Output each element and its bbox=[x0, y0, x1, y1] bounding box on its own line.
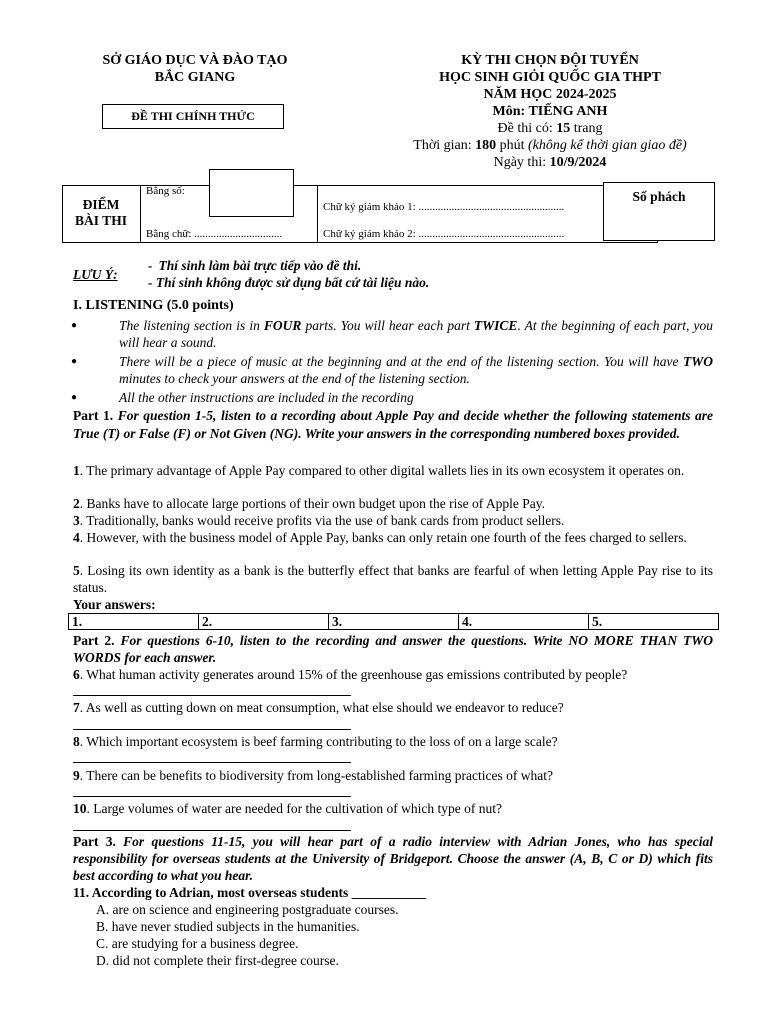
examiner1-signature[interactable]: Chữ ký giám khảo 1: ..................................................... bbox=[323, 201, 565, 213]
time-line bbox=[380, 137, 720, 154]
so-phach-label: Số phách bbox=[632, 189, 686, 204]
q8-answer-line[interactable] bbox=[73, 762, 351, 763]
bullet-icon: ● bbox=[71, 392, 78, 403]
note-item-1 bbox=[148, 258, 361, 274]
bullet-1-four: FOUR bbox=[263, 318, 302, 333]
school-year: NĂM HỌC 2024-2025 bbox=[483, 87, 617, 102]
listening-bullet-3 bbox=[71, 389, 713, 406]
date-line bbox=[380, 154, 720, 171]
date-value: 10/9/2024 bbox=[549, 155, 607, 170]
q9-text: . There can be benefits to biodiversity from long-established farming practices of what? bbox=[79, 768, 553, 783]
issuer-line1: SỞ GIÁO DỤC VÀ ĐÀO TẠO bbox=[102, 53, 288, 68]
part1-question-5 bbox=[73, 562, 713, 596]
score-table-divider-2 bbox=[317, 185, 318, 242]
q8-text: . Which important ecosystem is beef farming contributing to the loss of on a large scale? bbox=[79, 734, 558, 749]
part3-instruction-text: For questions 11-15, you will hear part of a radio interview with Adrian Jones, who has special responsibility for overseas students at the University of Bridgeport. Choose the answer (A, B, C or D) which fits best according to what you hear. bbox=[73, 834, 714, 883]
bullet-1-text-a: The listening section is in bbox=[119, 318, 264, 333]
q11-option-a[interactable]: A. are on science and engineering postgraduate courses. bbox=[96, 902, 399, 917]
q6-answer-line[interactable] bbox=[73, 695, 351, 696]
score-label-line1: ĐIỂM bbox=[82, 197, 120, 212]
part3-instruction bbox=[73, 833, 713, 884]
official-exam-box bbox=[102, 104, 284, 129]
q4-text: . However, with the business model of Apple Pay, banks can only retain one fourth of the fees charged to sellers. bbox=[79, 530, 687, 545]
part1-instruction-text: For question 1-5, listen to a recording about Apple Pay and decide whether the following statements are True (T) or False (F) or Not Given (NG). Write your answers in the corresponding numbered boxes provided. bbox=[73, 408, 713, 441]
so-phach-box bbox=[603, 182, 715, 241]
subject-label: Môn: bbox=[492, 104, 529, 119]
q11-option-c[interactable]: C. are studying for a business degree. bbox=[96, 936, 299, 951]
q3-number: 3 bbox=[73, 513, 80, 528]
part1-answer-table bbox=[68, 613, 719, 630]
score-table-divider-1 bbox=[140, 185, 141, 242]
answer-row bbox=[69, 614, 719, 630]
score-number-label: Bằng số: bbox=[146, 185, 185, 197]
issuer-block bbox=[70, 52, 320, 86]
q3-text: . Traditionally, banks would receive profits via the use of bank cards from product sellers. bbox=[79, 513, 565, 528]
answer-cell-1[interactable]: 1. bbox=[69, 614, 199, 630]
examiner2-signature[interactable]: Chữ ký giám khảo 2: ..................................................... bbox=[323, 228, 565, 240]
part1-question-4 bbox=[73, 529, 713, 546]
subject-line bbox=[380, 103, 720, 120]
bullet-3-text: All the other instructions are included in the recording bbox=[119, 390, 414, 405]
answer-cell-2[interactable]: 2. bbox=[199, 614, 329, 630]
subject-value: TIẾNG ANH bbox=[528, 104, 608, 119]
part2-question-7 bbox=[73, 699, 718, 716]
part3-label: Part 3 bbox=[73, 834, 113, 849]
part1-question-2 bbox=[73, 495, 713, 512]
date-label: Ngày thi: bbox=[493, 155, 550, 170]
q6-number: 6 bbox=[73, 667, 80, 682]
q4-number: 4 bbox=[73, 530, 80, 545]
part2-question-10 bbox=[73, 800, 718, 817]
listening-bullet-1 bbox=[71, 317, 713, 351]
q2-text: . Banks have to allocate large portions of their own budget upon the rise of Apple Pay. bbox=[79, 496, 546, 511]
part1-dot: . bbox=[109, 408, 118, 423]
bullet-icon: ● bbox=[71, 356, 78, 367]
pages-value: 15 bbox=[556, 121, 571, 136]
note-dash-1: - bbox=[148, 258, 153, 273]
q9-number: 9 bbox=[73, 768, 80, 783]
part1-question-3 bbox=[73, 512, 713, 529]
note-item-1-text: Thí sinh làm bài trực tiếp vào đề thi. bbox=[158, 258, 362, 273]
q1-text: . The primary advantage of Apple Pay compared to other digital wallets lies in its own ecosystem it operates on. bbox=[79, 463, 685, 478]
part3-dot: . bbox=[112, 834, 124, 849]
exam-title-line2: HỌC SINH GIỎI QUỐC GIA THPT bbox=[439, 70, 661, 85]
q1-number: 1 bbox=[73, 463, 80, 478]
q7-text: . As well as cutting down on meat consumption, what else should we endeavor to reduce? bbox=[79, 700, 564, 715]
bullet-2-text-a: There will be a piece of music at the beginning and at the end of the listening section. You will have bbox=[119, 354, 683, 369]
time-note: (không kể thời gian giao đề) bbox=[528, 138, 687, 153]
part1-instruction bbox=[73, 407, 713, 443]
q9-answer-line[interactable] bbox=[73, 796, 351, 797]
bullet-icon: ● bbox=[71, 320, 78, 331]
q11-stem: 11. According to Adrian, most overseas students ___________ bbox=[73, 885, 426, 900]
score-words-field[interactable]: Bằng chữ: ................................ bbox=[146, 228, 283, 240]
q7-number: 7 bbox=[73, 700, 80, 715]
part2-question-6 bbox=[73, 666, 718, 683]
score-label-line2: BÀI THI bbox=[75, 213, 127, 228]
part1-label: Part 1 bbox=[73, 408, 110, 423]
q5-text: . Losing its own identity as a bank is the butterfly effect that banks are fearful of when letting Apple Pay rise to its status. bbox=[73, 563, 713, 595]
score-label bbox=[62, 197, 140, 229]
q10-answer-line[interactable] bbox=[73, 830, 351, 831]
exam-title-line1: KỲ THI CHỌN ĐỘI TUYỂN bbox=[461, 53, 639, 68]
q2-number: 2 bbox=[73, 496, 80, 511]
official-exam-label: ĐỀ THI CHÍNH THỨC bbox=[131, 109, 255, 123]
part2-instruction bbox=[73, 632, 713, 666]
part2-question-8 bbox=[73, 733, 718, 750]
q10-number: 10 bbox=[73, 801, 87, 816]
q11-option-d[interactable]: D. did not complete their first-degree course. bbox=[96, 953, 339, 968]
bullet-1-twice: TWICE bbox=[473, 318, 518, 333]
pages-line bbox=[380, 120, 720, 137]
score-number-field[interactable] bbox=[209, 169, 294, 217]
exam-info-block bbox=[380, 52, 720, 171]
q11-option-b[interactable]: B. have never studied subjects in the humanities. bbox=[96, 919, 360, 934]
bullet-1-text-e: . At the beginning of each part, you will hear a sound. bbox=[119, 318, 713, 350]
bullet-2-text-c: minutes to check your answers at the end of the listening section. bbox=[119, 371, 470, 386]
pages-label: Đề thi có: bbox=[497, 121, 557, 136]
answer-cell-5[interactable]: 5. bbox=[589, 614, 719, 630]
q5-number: 5 bbox=[73, 563, 80, 578]
q8-number: 8 bbox=[73, 734, 80, 749]
time-unit: phút bbox=[496, 138, 528, 153]
q7-answer-line[interactable] bbox=[73, 729, 351, 730]
note-item-2: - Thí sinh không được sử dụng bất cứ tài liệu nào. bbox=[148, 275, 430, 290]
part2-dot: . bbox=[111, 633, 121, 648]
listening-title: I. LISTENING (5.0 points) bbox=[73, 298, 234, 313]
q10-text: . Large volumes of water are needed for the cultivation of which type of nut? bbox=[86, 801, 502, 816]
note-label: LƯU Ý: bbox=[73, 267, 118, 282]
listening-bullet-2 bbox=[71, 353, 713, 387]
part1-question-1 bbox=[73, 462, 713, 479]
your-answers-label: Your answers: bbox=[73, 597, 156, 612]
part2-question-9 bbox=[73, 767, 718, 784]
answer-cell-4[interactable]: 4. bbox=[459, 614, 589, 630]
time-value: 180 bbox=[475, 138, 497, 153]
bullet-1-text-c: parts. You will hear each part bbox=[301, 318, 474, 333]
time-label: Thời gian: bbox=[413, 138, 476, 153]
issuer-line2: BẮC GIANG bbox=[154, 70, 236, 85]
part2-instruction-text: For questions 6-10, listen to the recording and answer the questions. Write NO MORE THAN TWO WORDS for each answer. bbox=[73, 633, 714, 665]
part2-label: Part 2 bbox=[73, 633, 112, 648]
bullet-2-two: TWO bbox=[683, 354, 713, 369]
pages-unit: trang bbox=[570, 121, 603, 136]
answer-cell-3[interactable]: 3. bbox=[329, 614, 459, 630]
q6-text: . What human activity generates around 15% of the greenhouse gas emissions contributed by people? bbox=[79, 667, 628, 682]
